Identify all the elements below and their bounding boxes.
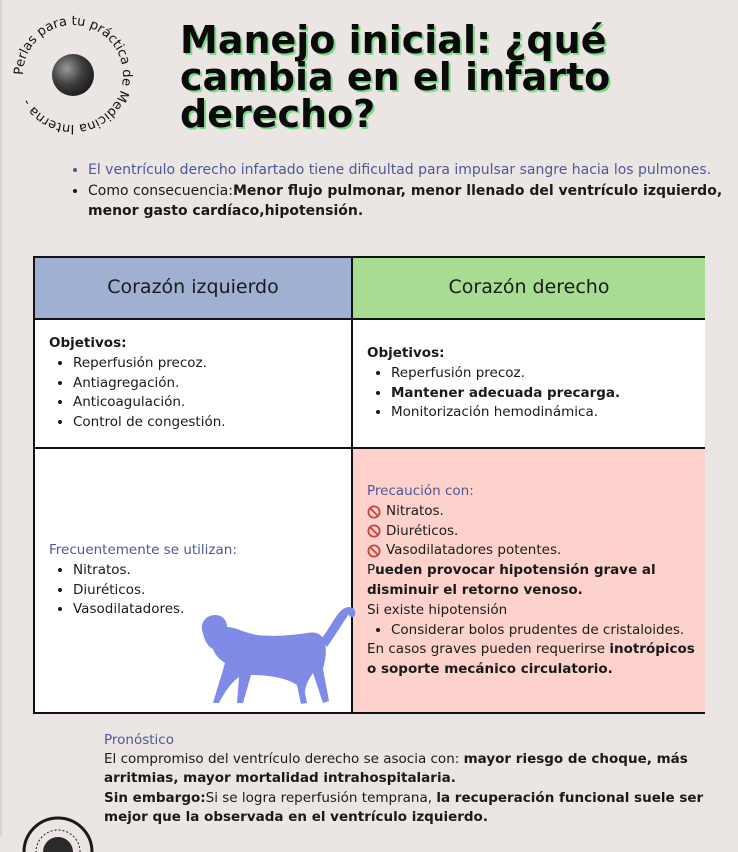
intro-item: • Como consecuencia:Menor flujo pulmonar, menor llenado del ventrículo izquierdo, menor gasto cardíaco,hipotensión. (88, 181, 738, 222)
caution-item: Vasodilatadores potentes. (367, 541, 705, 561)
prohibited-icon (367, 524, 381, 538)
right-caution-cell (353, 449, 705, 712)
intro-item: • El ventrículo derecho infartado tiene dificultad para impulsar sangre hacia los pulmones. (88, 160, 738, 181)
list-item: • Control de congestión. (73, 413, 351, 433)
caution-item: Nitratos. (367, 502, 705, 522)
list-item: • Vasodilatadores. (73, 600, 351, 620)
list-item: • Anticoagulación. (73, 393, 351, 413)
prognosis-line-1: El compromiso del ventrículo derecho se asocia con: mayor riesgo de choque, más arritmias, mayor mortalidad intrahospitalaria. (104, 751, 688, 787)
list-item: • Monitorización hemodinámica. (391, 403, 705, 423)
right-caution-label: Precaución con: (367, 483, 474, 499)
list-item: • Antiagregación. (73, 374, 351, 394)
left-objectives-label: Objetivos: (49, 335, 127, 351)
caution-item: Diuréticos. (367, 522, 705, 542)
prognosis-line-2: Sin embargo:Si se logra reperfusión temprana, la recuperación funcional suele ser mejor que la observada en el ventrículo izquierdo. (104, 789, 704, 825)
hypotension-condition: Si existe hipotensión (367, 601, 508, 618)
monkey-illustration (185, 603, 360, 713)
prognosis-title: Pronóstico (104, 732, 174, 748)
list-item: • Reperfusión precoz. (391, 364, 705, 384)
title-line-2: cambia en el infarto (180, 55, 611, 99)
list-item: • Diuréticos. (73, 581, 351, 601)
severe-cases-note: En casos graves pueden requerirse inotrópicos o soporte mecánico circulatorio. (367, 641, 695, 678)
header-left-heart: Corazón izquierdo (35, 258, 353, 320)
hypotension-warning: Pueden provocar hipotensión grave al disminuir el retorno venoso. (367, 562, 656, 598)
list-item: • Reperfusión precoz. (73, 354, 351, 374)
left-objectives-cell (35, 320, 353, 449)
brand-logo (10, 12, 136, 138)
title-line-1: Manejo inicial: ¿qué (180, 18, 607, 62)
prohibited-icon (367, 505, 381, 519)
header-right-heart: Corazón derecho (353, 258, 705, 320)
list-item: • Mantener adecuada precarga. (391, 384, 705, 404)
prognosis-section (104, 731, 724, 827)
stamp-icon (22, 812, 94, 852)
comparison-table (33, 256, 705, 714)
prohibited-icon (367, 544, 381, 558)
list-item: • Considerar bolos prudentes de cristaloides. (391, 621, 705, 641)
left-usage-label: Frecuentemente se utilizan: (49, 542, 237, 558)
page-edge (0, 0, 2, 836)
page-title (180, 18, 720, 136)
logo-ball (52, 54, 94, 96)
logo-text: Perlas para tu práctica de Medicina Interna - (11, 13, 135, 137)
list-item: • Nitratos. (73, 561, 351, 581)
right-objectives-label: Objetivos: (367, 345, 445, 361)
right-objectives-cell (353, 320, 705, 449)
title-line-3: derecho? (180, 92, 376, 136)
intro-list (70, 160, 738, 222)
